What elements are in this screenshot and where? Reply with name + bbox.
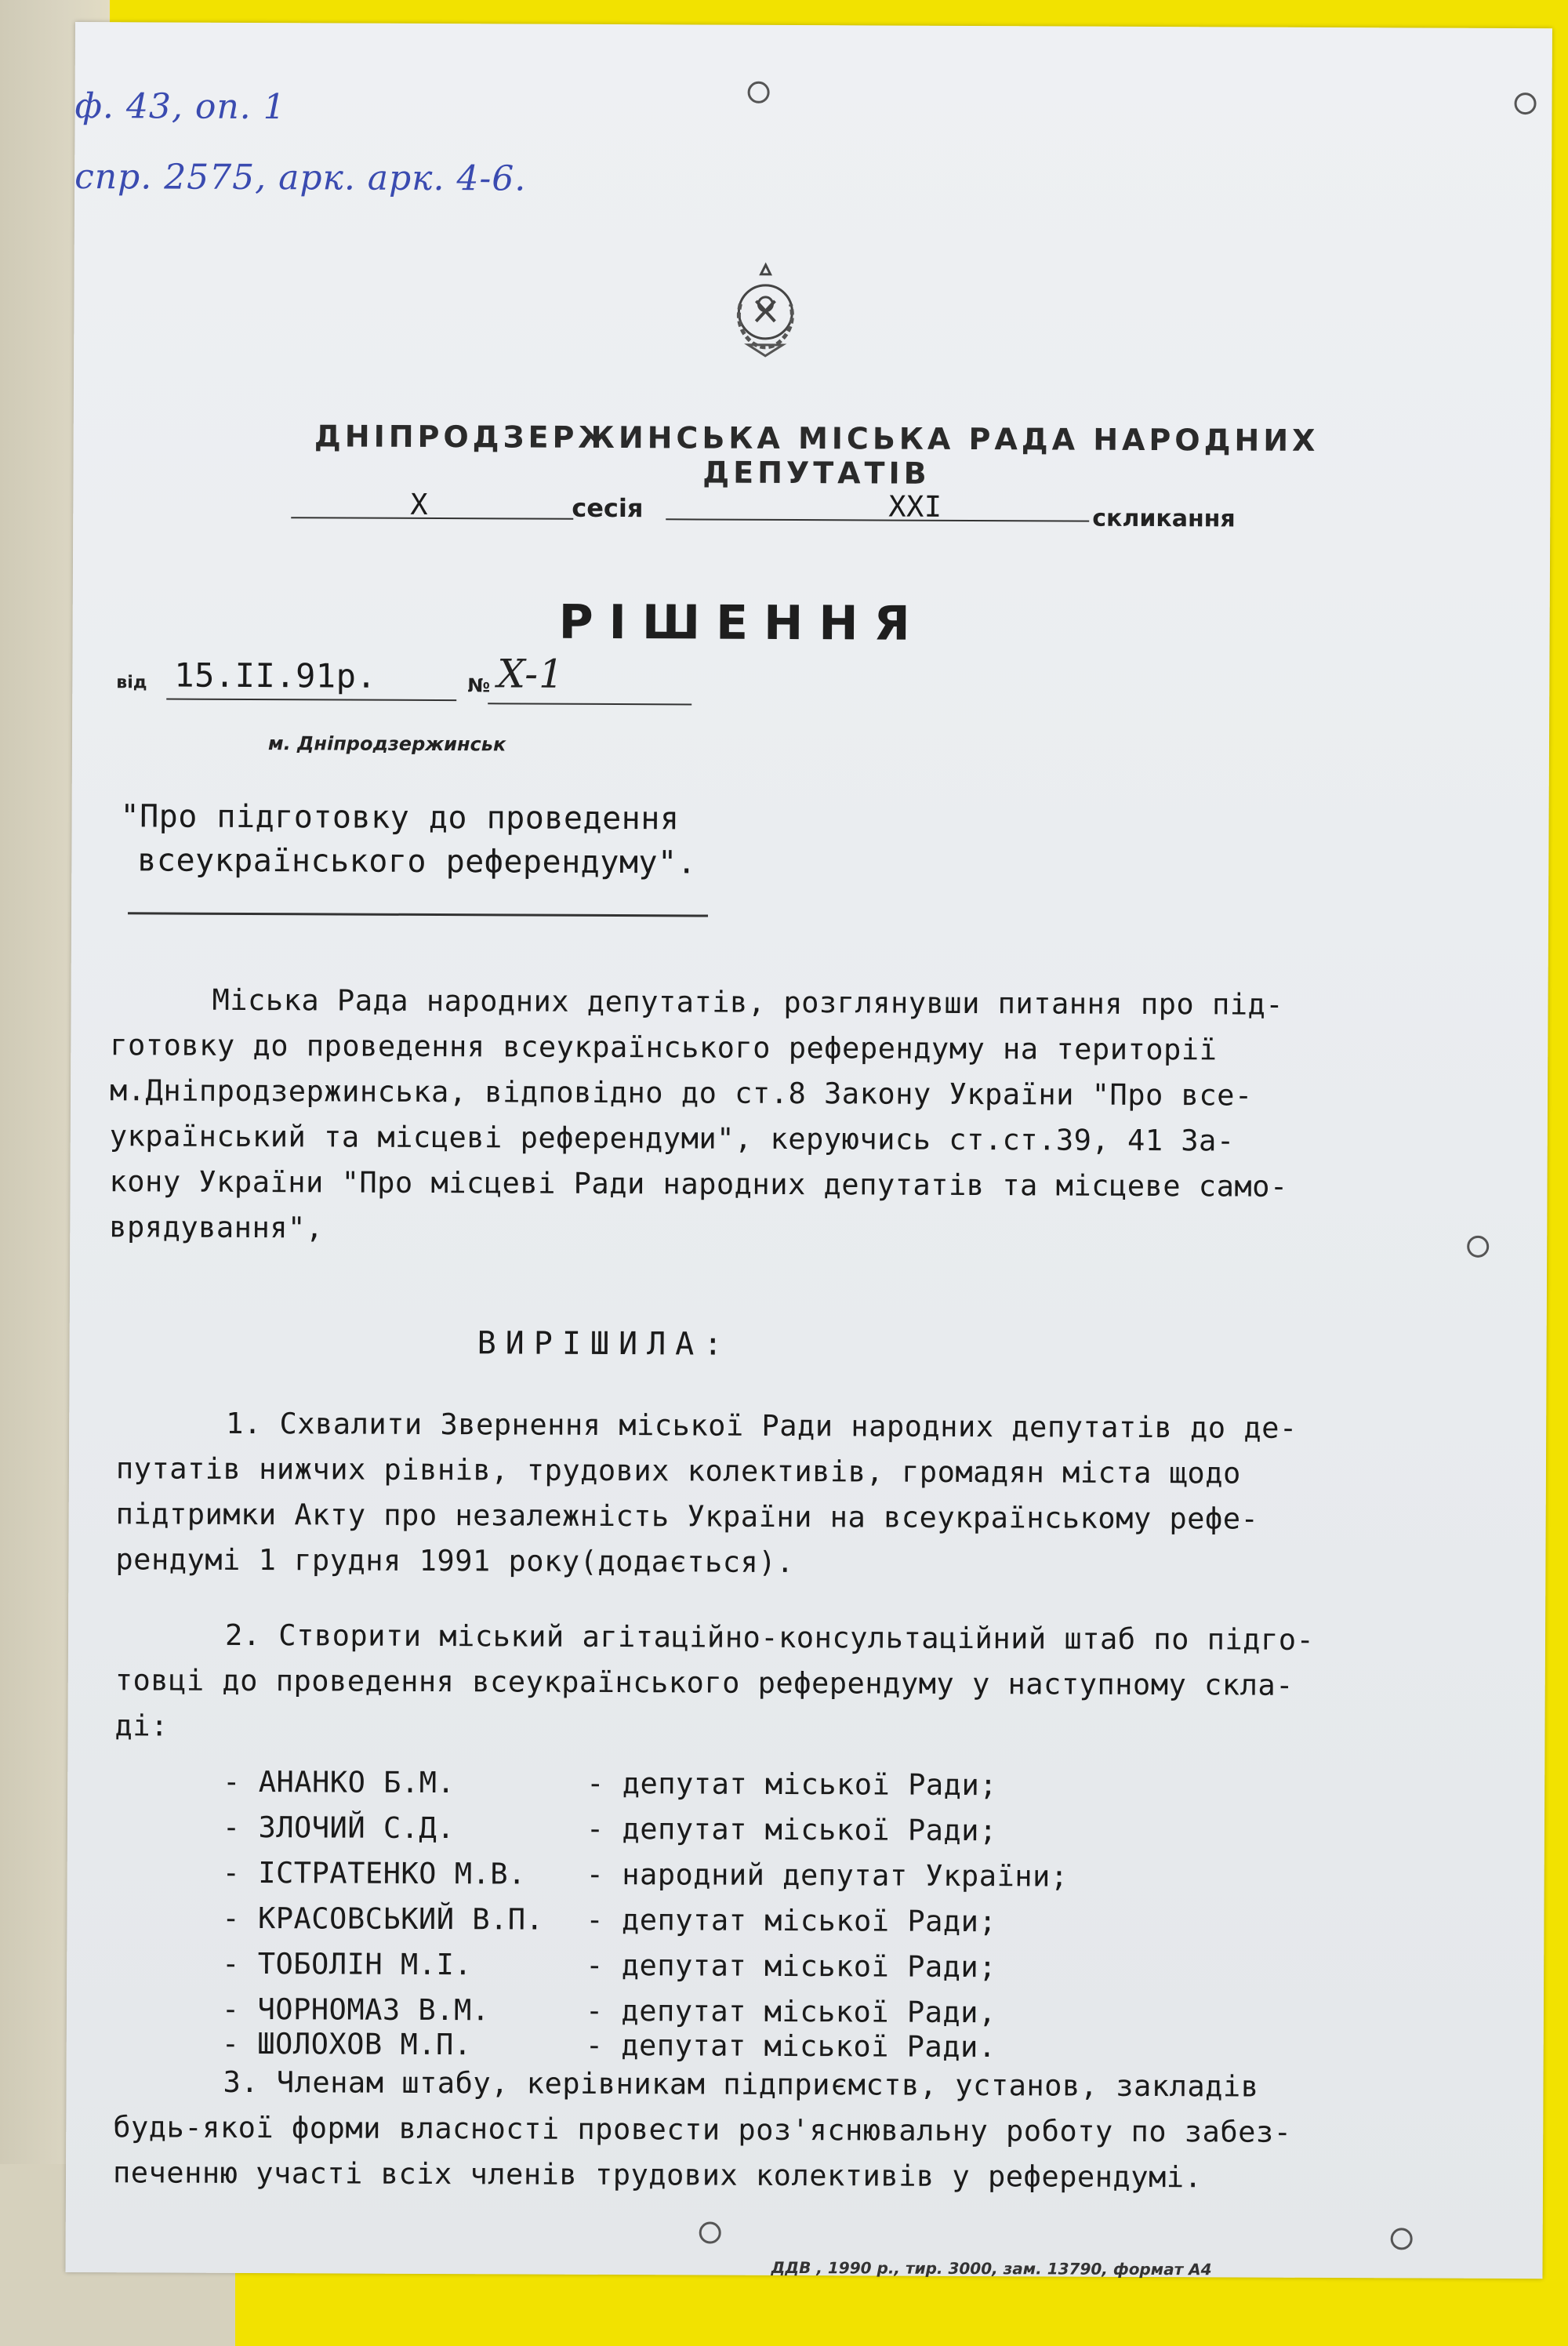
print-info-footer: ДДВ , 1990 р., тир. 3000, зам. 13790, формат А4 (771, 2257, 1212, 2279)
resolved-heading: ВИРІШИЛА: (477, 1325, 732, 1363)
date-underline (166, 699, 456, 702)
decision-number: X-1 (497, 651, 565, 697)
pin-icon (699, 2221, 721, 2243)
item3-line: 3. Членам штабу, керівникам підприємств, установ, закладів (223, 2065, 1259, 2104)
preamble-line: український та місцеві референдуми", керуючись ст.ст.39, 41 За- (109, 1119, 1235, 1158)
session-label: сесія (572, 492, 644, 524)
member-role: - депутат міської Ради; (586, 1948, 997, 1985)
member-name: - АНАНКО Б.М. (223, 1764, 456, 1800)
document-type-heading: РІШЕННЯ (558, 594, 926, 652)
convocation-label: скликання (1092, 504, 1236, 533)
item3-line: печенню участі всіх членів трудових колективів у референдумі. (112, 2155, 1203, 2195)
preamble-line: кону України "Про місцеві Ради народних депутатів та місцеве само- (109, 1164, 1288, 1204)
pin-icon (1467, 1236, 1489, 1258)
item2-line: ді: (114, 1709, 169, 1743)
item1-line: путатів нижчих рівнів, трудових колективів, громадян міста щодо (115, 1451, 1241, 1491)
title-underline (128, 912, 708, 917)
member-name: - ТОБОЛІН М.І. (222, 1946, 473, 1982)
date-prefix: від (116, 673, 147, 693)
preamble-line: готовку до проведення всеукраїнського референдуму на території (110, 1028, 1218, 1067)
decision-title-line1: "Про підготовку до проведення (120, 798, 680, 837)
archive-note-line2: спр. 2575, арк. арк. 4-6. (74, 156, 527, 199)
member-role: - народний депутат України; (586, 1857, 1069, 1894)
number-prefix: № (467, 674, 491, 697)
member-role: - депутат міської Ради, (585, 1993, 996, 2030)
item1-line: підтримки Акту про незалежність України на всеукраїнському рефе- (115, 1497, 1259, 1536)
session-underline (291, 517, 573, 520)
document-sheet (65, 22, 1552, 2279)
preamble-line: м.Дніпродзержинська, відповідно до ст.8 Закону України "Про все- (109, 1073, 1253, 1113)
convocation-underline (666, 518, 1089, 521)
member-role: - депутат міської Ради; (586, 1902, 997, 1939)
pin-icon (1515, 93, 1537, 114)
decision-title-line2: всеукраїнського референдуму". (137, 842, 697, 881)
pin-icon (748, 82, 770, 104)
preamble-line: врядування", (109, 1210, 324, 1245)
session-number: X (410, 487, 429, 521)
preamble-line: Міська Рада народних депутатів, розглянувши питання про під- (212, 982, 1284, 1022)
item1-line: рендумі 1 грудня 1991 року(додається). (115, 1542, 795, 1580)
member-role: - депутат міської Ради; (586, 1766, 998, 1803)
pin-icon (1391, 2228, 1413, 2250)
member-name: - ЗЛОЧИЙ С.Д. (222, 1810, 456, 1846)
coat-of-arms-emblem (724, 260, 807, 358)
number-underline (488, 703, 691, 705)
item2-line: товці до проведення всеукраїнського референдуму у наступному скла- (114, 1663, 1294, 1702)
member-role: - депутат міської Ради. (585, 2028, 996, 2065)
member-name: - ІСТРАТЕНКО М.В. (222, 1855, 526, 1891)
item1-line: 1. Схвалити Звернення міської Ради народних депутатів до де- (226, 1406, 1298, 1445)
city-name: м. Дніпродзержинськ (267, 732, 506, 756)
organization-heading: ДНІПРОДЗЕРЖИНСЬКА МІСЬКА РАДА НАРОДНИХ ДЕПУТАТІВ (314, 419, 1319, 491)
decision-date: 15.II.91р. (174, 656, 377, 695)
member-name: - ШОЛОХОВ М.П. (221, 2026, 472, 2062)
member-name: - КРАСОВСЬКИЙ В.П. (222, 1901, 544, 1937)
member-role: - депутат міської Ради; (586, 1811, 997, 1848)
member-name: - ЧОРНОМАЗ В.М. (221, 1992, 490, 2028)
archive-note-line1: ф. 43, оп. 1 (74, 85, 286, 128)
item3-line: будь-якої форми власності провести роз'яснювальну роботу по забез- (113, 2110, 1292, 2149)
item2-line: 2. Створити міський агітаційно-консультаційний штаб по підго- (224, 1618, 1315, 1657)
convocation-number: XXI (888, 489, 942, 524)
